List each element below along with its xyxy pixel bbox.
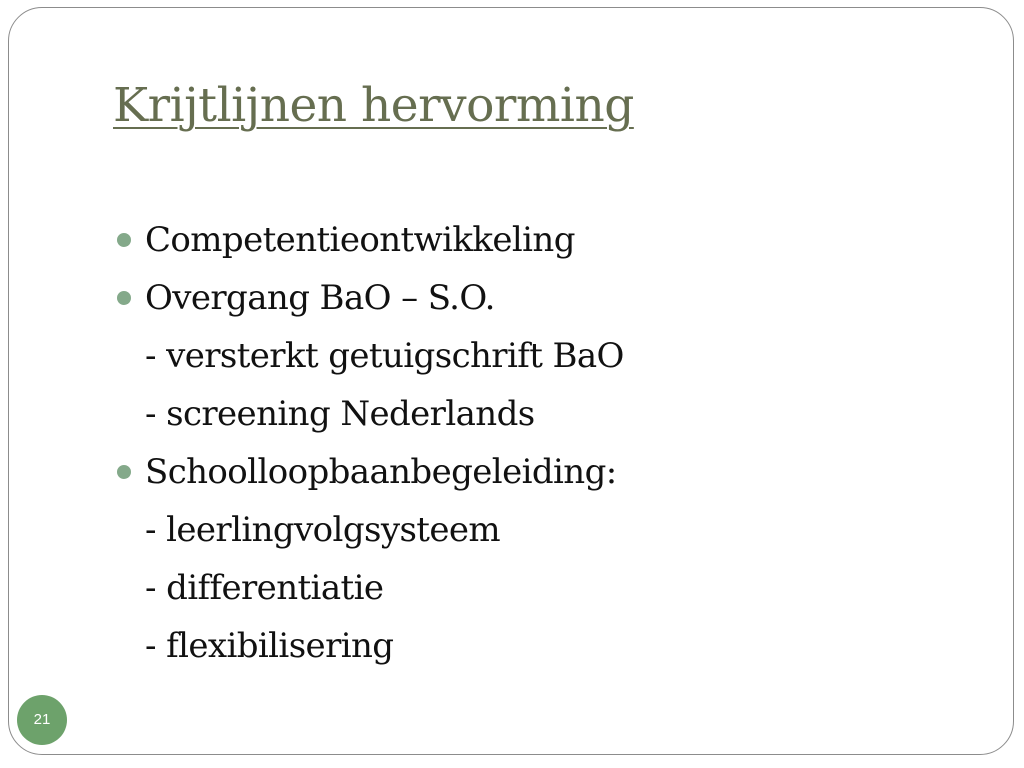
bullet-dot-icon bbox=[117, 291, 131, 305]
sub-bullet-text: - versterkt getuigschrift BaO bbox=[145, 336, 624, 376]
bullet-dot-icon bbox=[117, 465, 131, 479]
sub-bullet-text: - flexibilisering bbox=[145, 626, 394, 666]
bullet-dot-icon bbox=[117, 233, 131, 247]
bullet-item bbox=[113, 211, 913, 269]
bullet-item bbox=[113, 269, 913, 443]
slide-title: Krijtlijnen hervorming bbox=[113, 78, 634, 133]
sub-bullet-text: - differentiatie bbox=[145, 568, 384, 608]
bullet-text: Competentieontwikkeling bbox=[145, 220, 575, 260]
slide-body bbox=[113, 211, 913, 675]
sub-bullet-text: - leerlingvolgsysteem bbox=[145, 510, 501, 550]
sub-bullet-text: - screening Nederlands bbox=[145, 394, 535, 434]
bullet-text: Overgang BaO – S.O. bbox=[145, 278, 495, 318]
page-number-badge: 21 bbox=[17, 695, 67, 745]
bullet-item bbox=[113, 443, 913, 675]
bullet-text: Schoolloopbaanbegeleiding: bbox=[145, 452, 617, 492]
